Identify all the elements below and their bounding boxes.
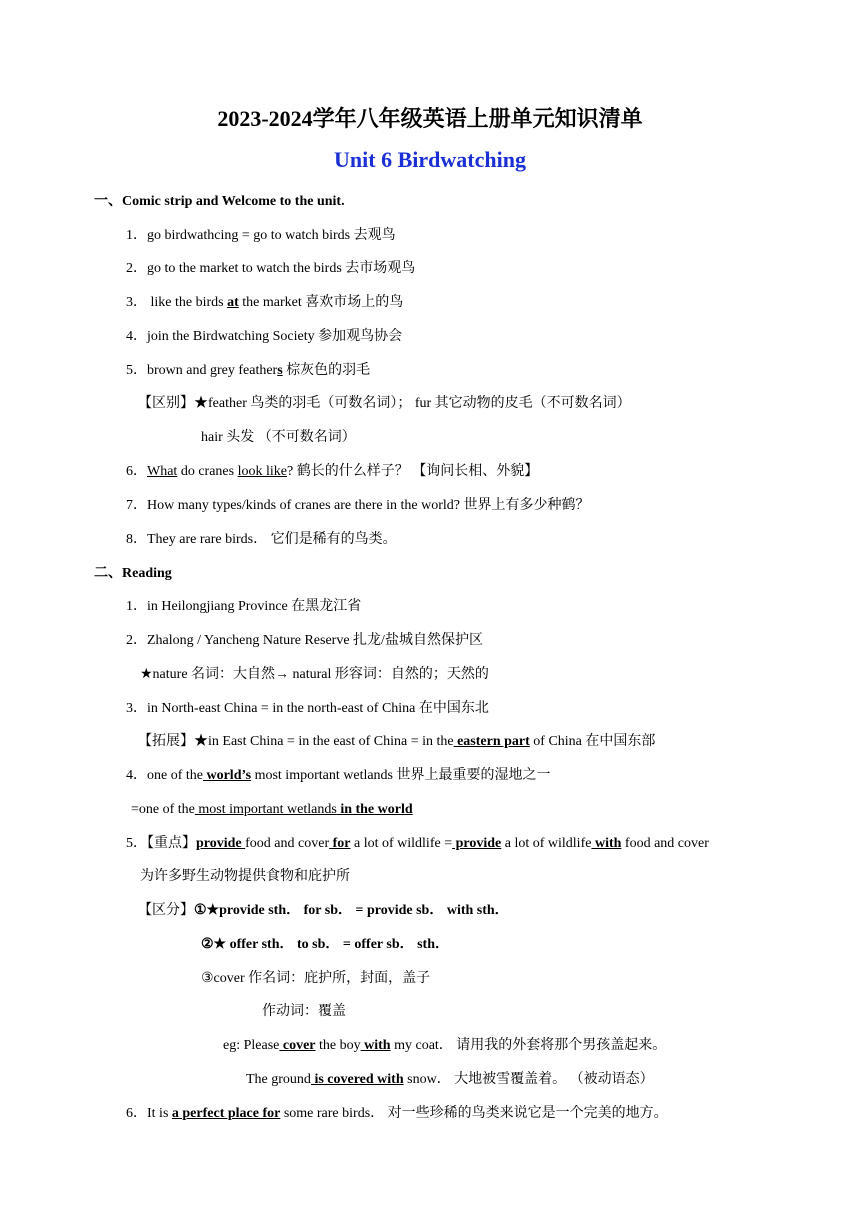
section2-item6 <box>126 1105 668 1123</box>
item5-keyword-for: for <box>329 836 351 851</box>
section2-diff-1 <box>138 902 509 920</box>
item4-text-c: most important wetlands 世界上最重要的湿地之一 <box>251 768 551 783</box>
section2-item4-alt <box>131 801 413 819</box>
section1-item3 <box>126 294 403 312</box>
item4-keyword: world’s <box>202 768 252 783</box>
eg1-keyword-cover: cover <box>279 1038 316 1053</box>
section2-diff-2: ②★ offer sth． to sb． = offer sb． sth． <box>201 937 450 952</box>
eg1-text-c: the boy <box>315 1038 361 1053</box>
item5-label: 5．【重点】 <box>126 836 196 851</box>
eg2-text-a: The ground <box>246 1072 311 1087</box>
item6-keyword-look-like: look like <box>237 464 287 479</box>
section1-item8: 8．They are rare birds． 它们是稀有的鸟类。 <box>126 532 397 547</box>
ext-keyword: eastern part <box>453 734 530 749</box>
section2-example-2 <box>246 1071 654 1089</box>
item6-text-a: 6． <box>126 464 147 479</box>
item6-text-c: some rare birds． 对一些珍稀的鸟类来说它是一个完美的地方。 <box>280 1106 668 1121</box>
diff-label: 【区分】 <box>138 903 194 918</box>
item5-text-i: food and cover <box>621 836 709 851</box>
item5-text-e: a lot of wildlife = <box>350 836 453 851</box>
section2-item5-cn: 为许多野生动物提供食物和庇护所 <box>140 869 350 884</box>
eg1-text-a: eg: Please <box>223 1038 280 1053</box>
item3-text-a: 3． like the birds <box>126 295 228 310</box>
item6-keyword-what: What <box>147 464 178 479</box>
section1-item6 <box>126 463 538 481</box>
item5-keyword-provide-2: provide <box>452 836 502 851</box>
section2-diff-3: ③cover 作名词：庇护所，封面，盖子 <box>201 971 431 986</box>
section1-item4: 4．join the Birdwatching Society 参加观鸟协会 <box>126 329 403 344</box>
item6-keyword: a perfect place for <box>171 1106 281 1121</box>
item4b-text-a: =one of the <box>131 802 195 817</box>
item4b-text-b: most important wetlands <box>194 802 337 817</box>
item5-text-c: food and cover <box>245 836 330 851</box>
section2-item4 <box>126 767 551 785</box>
item4-text-a: 4．one of the <box>126 768 203 783</box>
section2-nature: ★nature 名词：大自然→ natural 形容词：自然的；天然的 <box>140 667 489 682</box>
section1-item2: 2．go to the market to watch the birds 去市场观鸟 <box>126 261 416 276</box>
item5-keyword-provide: provide <box>196 836 246 851</box>
ext-text-a: 【拓展】★in East China = in the east of China = in the <box>138 734 454 749</box>
eg2-keyword: is covered with <box>310 1072 404 1087</box>
section1-item7: 7．How many types/kinds of cranes are there in the world? 世界上有多少种鹤？ <box>126 498 590 513</box>
item6-text-a: 6．It is <box>126 1106 172 1121</box>
section1-item1: 1．go birdwathcing = go to watch birds 去观鸟 <box>126 228 396 243</box>
section2-example-1 <box>223 1037 666 1055</box>
item5-keyword-with: with <box>591 836 622 851</box>
item3-keyword: at <box>227 295 239 310</box>
eg1-text-e: my coat． 请用我的外套将那个男孩盖起来。 <box>390 1038 667 1053</box>
page-title: 2023-2024学年八年级英语上册单元知识清单 <box>217 106 643 131</box>
unit-title: Unit 6 Birdwatching <box>334 147 526 172</box>
section2-extension <box>138 733 655 751</box>
item5-text-g: a lot of wildlife <box>501 836 592 851</box>
section1-note-b: hair 头发 （不可数名词） <box>201 430 356 445</box>
section2-item2: 2．Zhalong / Yancheng Nature Reserve 扎龙/盐城自然保护区 <box>126 633 483 648</box>
eg1-keyword-with: with <box>360 1038 391 1053</box>
item3-text-c: the market 喜欢市场上的鸟 <box>238 295 404 310</box>
section1-item5 <box>126 362 370 380</box>
ext-text-c: of China 在中国东部 <box>529 734 656 749</box>
section2-heading: 二、Reading <box>94 566 172 581</box>
item5-text-a: 5．brown and grey feather <box>126 363 278 378</box>
diff-provide: ①★provide sth． for sb． = provide sb． with sth． <box>194 903 509 918</box>
section2-item1: 1．in Heilongjiang Province 在黑龙江省 <box>126 599 362 614</box>
item6-text-e: ? 鹤长的什么样子？ 【询问长相、外貌】 <box>286 464 539 479</box>
section2-diff-4: 作动词：覆盖 <box>262 1004 346 1019</box>
item4b-keyword: in the world <box>336 802 413 817</box>
item6-text-c: do cranes <box>177 464 238 479</box>
section1-note-a: 【区别】★feather 鸟类的羽毛（可数名词）； fur 其它动物的皮毛（不可数名词） <box>138 396 631 411</box>
item5-keyword: s <box>277 363 283 378</box>
section2-item5 <box>126 835 709 853</box>
section2-item3: 3．in North-east China = in the north-east of China 在中国东北 <box>126 701 489 716</box>
item5-text-c: 棕灰色的羽毛 <box>282 363 371 378</box>
eg2-text-c: snow． 大地被雪覆盖着。 （被动语态） <box>403 1072 654 1087</box>
section1-heading: 一、Comic strip and Welcome to the unit. <box>94 194 345 209</box>
